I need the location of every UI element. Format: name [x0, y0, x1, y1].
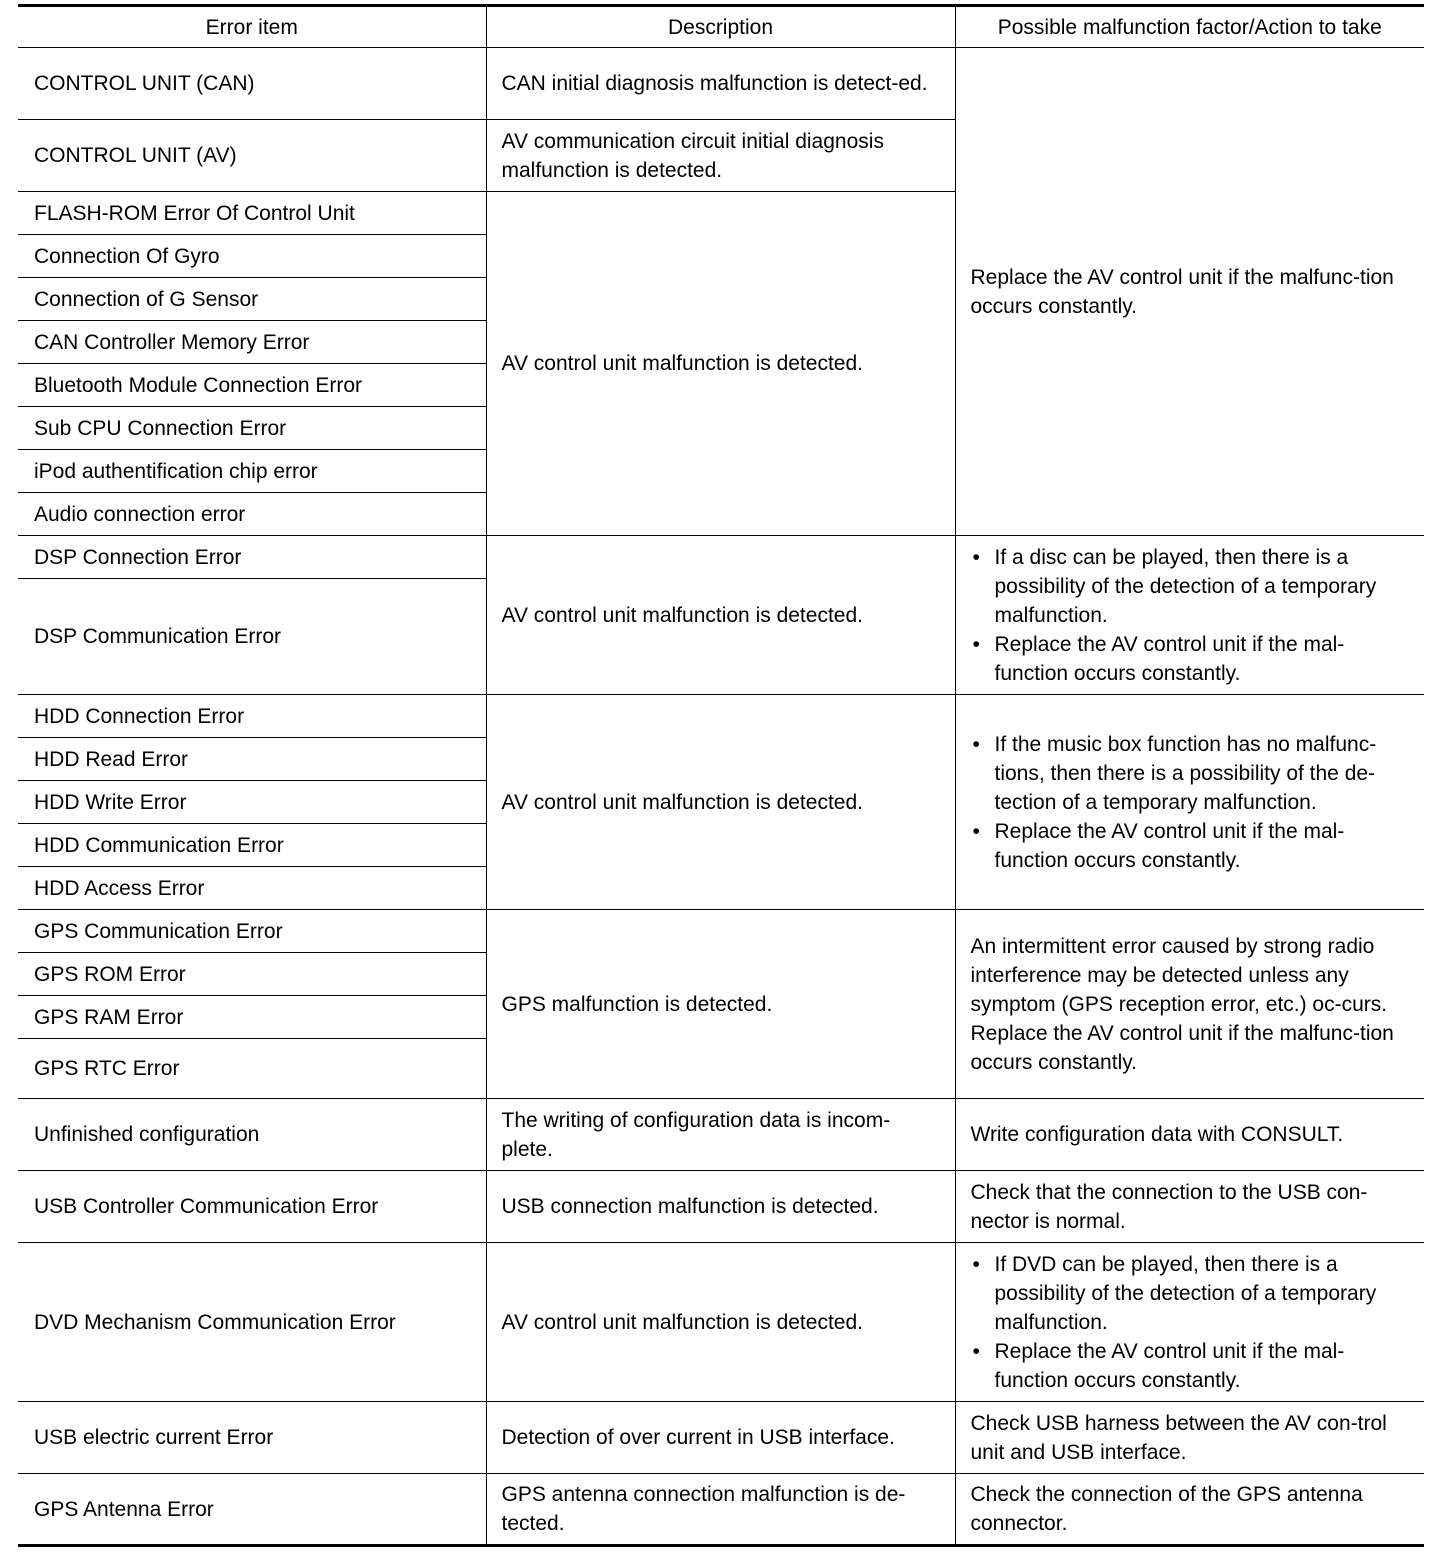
- error-item-cell: GPS Antenna Error: [18, 1474, 486, 1546]
- error-item-cell: iPod authentification chip error: [18, 450, 486, 493]
- error-item-cell: CAN Controller Memory Error: [18, 321, 486, 364]
- header-error-item: Error item: [18, 6, 486, 48]
- error-item-cell: Sub CPU Connection Error: [18, 407, 486, 450]
- action-text: Replace the AV control unit if the malfunc-tion occurs constantly.: [970, 1021, 1394, 1074]
- action-text: An intermittent error caused by strong radio interference may be detected unless any symptom (GPS reception error, etc.) oc-curs.: [970, 934, 1388, 1016]
- description-cell: USB connection malfunction is detected.: [486, 1171, 955, 1243]
- table-row: [18, 1243, 1424, 1402]
- description-cell: AV communication circuit initial diagnosis malfunction is detected.: [486, 120, 955, 192]
- description-cell: CAN initial diagnosis malfunction is detect-ed.: [486, 48, 955, 120]
- error-item-cell: Connection of G Sensor: [18, 278, 486, 321]
- action-cell: Check USB harness between the AV con-trol unit and USB interface.: [955, 1402, 1424, 1474]
- document-page: [18, 4, 1424, 1547]
- action-cell: Check that the connection to the USB con-nector is normal.: [955, 1171, 1424, 1243]
- error-item-cell: CONTROL UNIT (CAN): [18, 48, 486, 120]
- table-row: [18, 1099, 1424, 1171]
- action-cell: [955, 910, 1424, 1099]
- bullet-item: • Replace the AV control unit if the mal-function occurs constantly.: [971, 630, 1411, 688]
- error-item-cell: FLASH-ROM Error Of Control Unit: [18, 192, 486, 235]
- bullet-item: • Replace the AV control unit if the mal-function occurs constantly.: [971, 1337, 1411, 1395]
- description-cell: AV control unit malfunction is detected.: [486, 695, 955, 910]
- error-item-cell: HDD Communication Error: [18, 824, 486, 867]
- error-item-cell: GPS RAM Error: [18, 996, 486, 1039]
- action-cell: Check the connection of the GPS antenna connector.: [955, 1474, 1424, 1546]
- description-cell: GPS malfunction is detected.: [486, 910, 955, 1099]
- bullet-list: [971, 730, 1411, 875]
- bullet-item: • Replace the AV control unit if the mal-function occurs constantly.: [971, 817, 1411, 875]
- error-item-cell: GPS ROM Error: [18, 953, 486, 996]
- description-cell: The writing of configuration data is incom-plete.: [486, 1099, 955, 1171]
- description-cell: AV control unit malfunction is detected.: [486, 192, 955, 536]
- header-action: Possible malfunction factor/Action to take: [955, 6, 1424, 48]
- error-item-cell: Audio connection error: [18, 493, 486, 536]
- bullet-item: • If the music box function has no malfunc-tions, then there is a possibility of the de-tection of a temporary malfunction.: [971, 730, 1411, 817]
- error-item-cell: HDD Read Error: [18, 738, 486, 781]
- description-cell: AV control unit malfunction is detected.: [486, 536, 955, 695]
- error-item-cell: HDD Access Error: [18, 867, 486, 910]
- table-row: [18, 536, 1424, 579]
- action-cell: Write configuration data with CONSULT.: [955, 1099, 1424, 1171]
- error-item-cell: DSP Connection Error: [18, 536, 486, 579]
- error-item-cell: Connection Of Gyro: [18, 235, 486, 278]
- error-item-cell: DSP Communication Error: [18, 579, 486, 695]
- action-cell: Replace the AV control unit if the malfunc-tion occurs constantly.: [955, 48, 1424, 536]
- table-row: [18, 48, 1424, 120]
- table-row: [18, 910, 1424, 953]
- description-cell: Detection of over current in USB interface.: [486, 1402, 955, 1474]
- bullet-list: [971, 1250, 1411, 1395]
- table-row: [18, 1402, 1424, 1474]
- action-cell: [955, 1243, 1424, 1402]
- action-cell: [955, 695, 1424, 910]
- error-item-cell: DVD Mechanism Communication Error: [18, 1243, 486, 1402]
- bullet-item: • If a disc can be played, then there is a possibility of the detection of a temporary malfunction.: [971, 543, 1411, 630]
- description-cell: AV control unit malfunction is detected.: [486, 1243, 955, 1402]
- error-item-cell: GPS Communication Error: [18, 910, 486, 953]
- error-item-cell: USB Controller Communication Error: [18, 1171, 486, 1243]
- error-item-cell: CONTROL UNIT (AV): [18, 120, 486, 192]
- error-item-cell: GPS RTC Error: [18, 1039, 486, 1099]
- error-item-cell: Unfinished configuration: [18, 1099, 486, 1171]
- error-item-cell: HDD Write Error: [18, 781, 486, 824]
- error-item-cell: HDD Connection Error: [18, 695, 486, 738]
- error-item-cell: USB electric current Error: [18, 1402, 486, 1474]
- error-item-table: [18, 4, 1424, 1547]
- header-description: Description: [486, 6, 955, 48]
- action-cell: [955, 536, 1424, 695]
- table-row: [18, 1474, 1424, 1546]
- bullet-item: • If DVD can be played, then there is a possibility of the detection of a temporary malfunction.: [971, 1250, 1411, 1337]
- table-row: [18, 695, 1424, 738]
- error-item-cell: Bluetooth Module Connection Error: [18, 364, 486, 407]
- table-row: [18, 1171, 1424, 1243]
- header-row: [18, 6, 1424, 48]
- description-cell: GPS antenna connection malfunction is de-tected.: [486, 1474, 955, 1546]
- bullet-list: [971, 543, 1411, 688]
